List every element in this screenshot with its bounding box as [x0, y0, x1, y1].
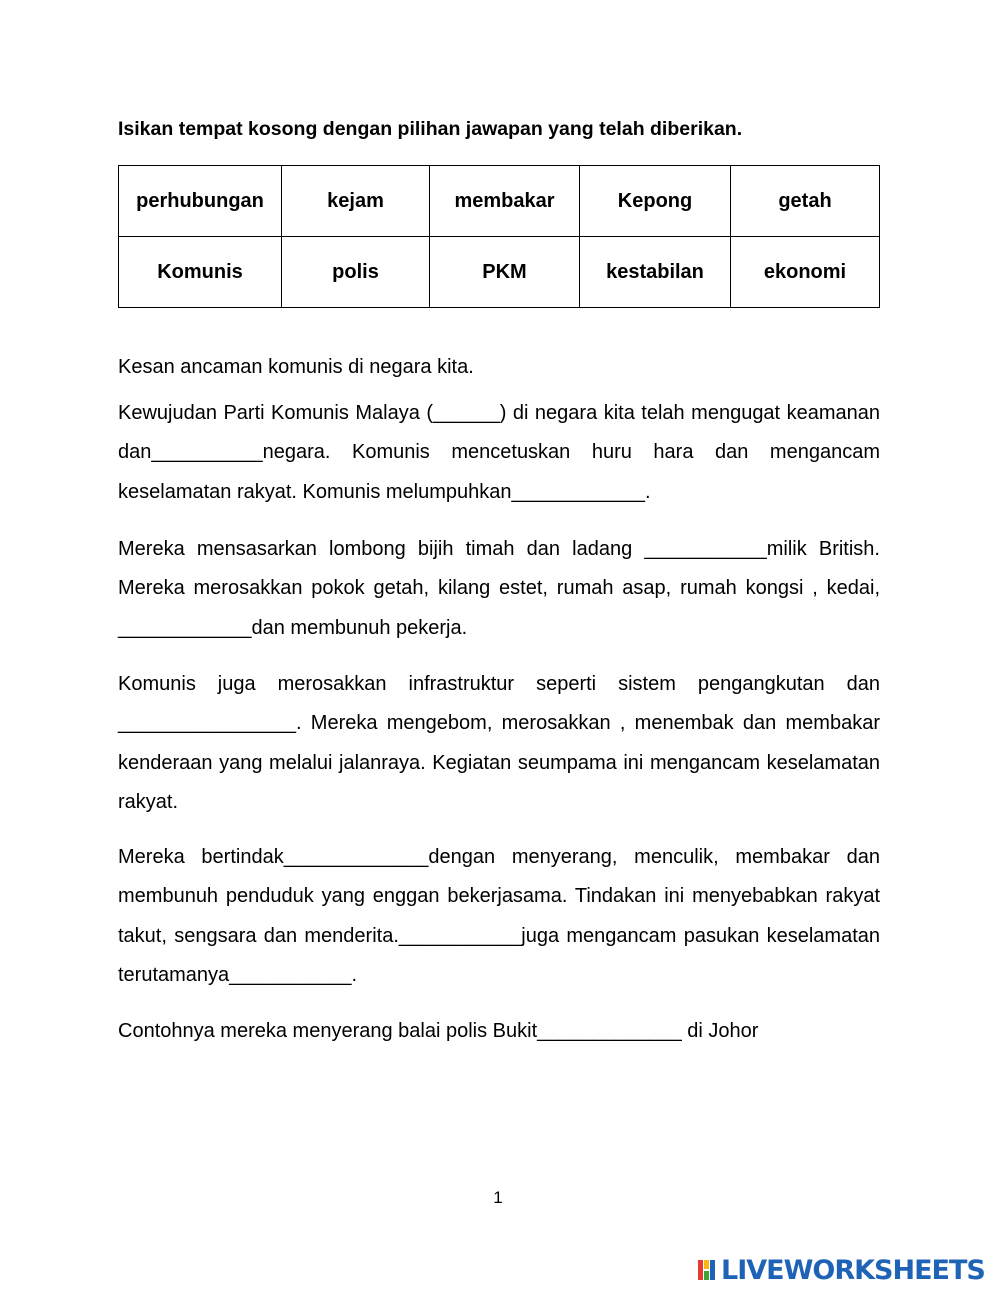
word-bank-cell: membakar	[430, 166, 580, 237]
answer-blank-5[interactable]: ____________	[118, 616, 252, 639]
page-number: 1	[493, 1188, 503, 1207]
paragraph-text: milik British. Mereka merosakkan pokok getah, kilang estet, rumah asap, rumah kongsi , kedai,	[118, 538, 880, 600]
section-subtitle: Kesan ancaman komunis di negara kita.	[118, 356, 474, 378]
paragraph-text: Mereka mensasarkan lombong bijih timah dan ladang	[118, 538, 645, 560]
answer-blank-8[interactable]: ___________	[398, 924, 522, 947]
paragraph-text: . Mereka mengebom, merosakkan , menembak dan membakar kenderaan yang melalui jalanraya. Kegiatan seumpama ini mengancam keselamatan rakyat.	[118, 712, 880, 813]
answer-blank-7[interactable]: _____________	[283, 846, 429, 868]
word-bank-cell: ekonomi	[731, 237, 880, 308]
word-bank-row	[119, 166, 880, 237]
paragraph-1	[118, 394, 880, 512]
paragraph-text: Contohnya mereka menyerang balai polis Bukit	[118, 1020, 538, 1042]
liveworksheets-logo-icon	[697, 1258, 719, 1282]
word-bank-cell: getah	[731, 166, 880, 237]
paragraph-text: dengan menyerang, menculik, membakar dan membunuh penduduk yang enggan bekerjasama. Tindakan ini menyebabkan rakyat takut, sengsara dan menderita.	[118, 846, 880, 947]
paragraph-text: negara. Komunis mencetuskan huru hara dan mengancam keselamatan rakyat. Komunis melumpuhkan	[118, 441, 880, 503]
paragraph-4	[118, 838, 880, 995]
word-bank-cell: kejam	[282, 166, 430, 237]
answer-blank-1[interactable]: ______	[432, 402, 500, 424]
answer-blank-10[interactable]: _____________	[537, 1020, 682, 1042]
liveworksheets-wordmark: LIVEWORKSHEETS	[721, 1254, 985, 1286]
answer-blank-9[interactable]: ___________	[229, 963, 352, 986]
word-bank-cell: kestabilan	[580, 237, 731, 308]
paragraph-text: di Johor	[681, 1020, 759, 1042]
paragraph-text: .	[351, 963, 358, 986]
answer-blank-6[interactable]: ________________	[118, 712, 296, 735]
answer-blank-3[interactable]: ____________	[511, 480, 646, 503]
paragraph-text: dan membunuh pekerja.	[251, 616, 468, 639]
word-bank-cell: perhubungan	[119, 166, 282, 237]
paragraph-text: Mereka bertindak	[118, 846, 284, 868]
paragraph-text: juga mengancam pasukan keselamatan terutamanya	[118, 924, 880, 986]
answer-blank-2[interactable]: __________	[151, 441, 263, 464]
word-bank-cell: Kepong	[580, 166, 731, 237]
paragraph-text: .	[645, 480, 651, 503]
paragraph-text: Kewujudan Parti Komunis Malaya (	[118, 402, 433, 424]
paragraph-5	[118, 1012, 880, 1051]
word-bank-cell: Komunis	[119, 237, 282, 308]
paragraph-3	[118, 665, 880, 822]
paragraph-2	[118, 530, 880, 648]
word-bank-cell: polis	[282, 237, 430, 308]
word-bank-table	[118, 165, 880, 308]
answer-blank-4[interactable]: ___________	[644, 538, 767, 560]
liveworksheets-logo[interactable]	[697, 1256, 985, 1284]
word-bank-row	[119, 237, 880, 308]
paragraph-text: ) di negara kita telah mengugat keamanan dan	[118, 402, 880, 464]
paragraph-text: Komunis juga merosakkan infrastruktur seperti sistem pengangkutan dan	[118, 673, 880, 695]
word-bank-cell: PKM	[430, 237, 580, 308]
instruction-heading: Isikan tempat kosong dengan pilihan jawapan yang telah diberikan.	[118, 118, 743, 140]
